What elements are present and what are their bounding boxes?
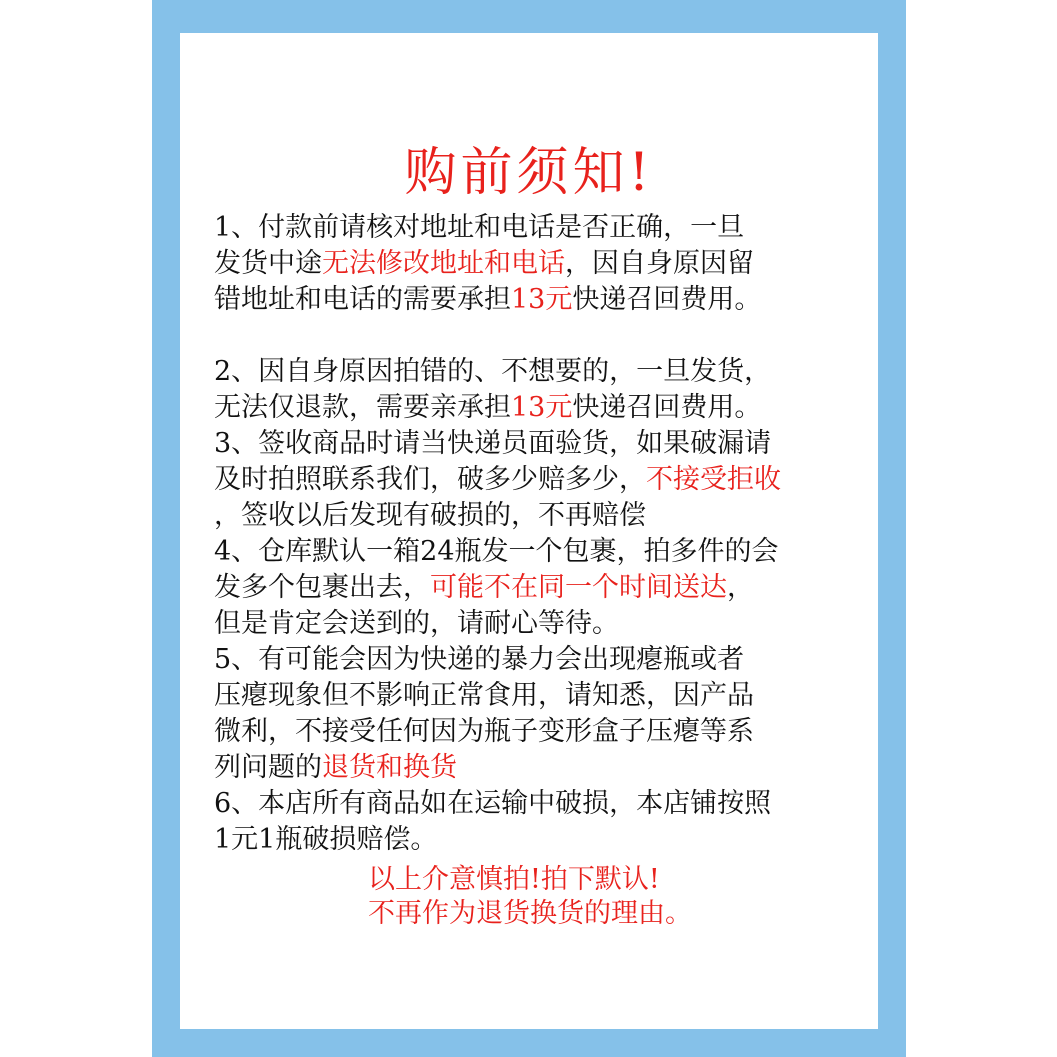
notice-body (214, 210, 864, 858)
item-2-line-1: 2、因自身原因拍错的、不想要的，一旦发货， (214, 356, 772, 387)
item-1-line-2: 发货中途无法修改地址和电话，因自身原因留 (214, 248, 754, 279)
item-5-line-2: 压瘪现象但不影响正常食用，请知悉，因产品 (214, 680, 754, 711)
paragraph-gap (214, 318, 864, 354)
highlight-text: 无法修改地址和电话 (322, 248, 565, 279)
highlight-text: 不接受拒收 (646, 464, 781, 495)
item-4-line-2: 发多个包裹出去，可能不在同一个时间送达， (214, 572, 754, 603)
footer-line-2: 不再作为退货换货的理由。 (368, 898, 692, 929)
item-5-line-3: 微利，不接受任何因为瓶子变形盒子压瘪等系 (214, 716, 754, 747)
notice-title: 购前须知! (404, 143, 654, 203)
highlight-text: 退货和换货 (322, 752, 457, 783)
notice-item-1 (214, 210, 864, 318)
highlight-text: 13元 (511, 284, 573, 315)
item-1-line-1: 1、付款前请核对地址和电话是否正确，一旦 (214, 212, 745, 243)
item-3-line-2: 及时拍照联系我们，破多少赔多少，不接受拒收 (214, 464, 781, 495)
notice-item-3 (214, 426, 864, 534)
item-4-line-1: 4、仓库默认一箱24瓶发一个包裹，拍多件的会 (214, 536, 779, 567)
highlight-text: 可能不在同一个时间送达 (430, 572, 727, 603)
notice-item-5 (214, 642, 864, 786)
notice-item-6 (214, 786, 864, 858)
footer-line-1: 以上介意慎拍!拍下默认! (368, 864, 660, 895)
blue-border-frame (152, 0, 906, 1057)
item-4-line-3: 但是肯定会送到的，请耐心等待。 (214, 608, 619, 639)
notice-sheet (180, 33, 878, 1029)
notice-footer (368, 863, 692, 931)
item-3-line-3: ，签收以后发现有破损的，不再赔偿 (214, 500, 646, 531)
item-6-line-1: 6、本店所有商品如在运输中破损，本店铺按照 (214, 788, 772, 819)
item-6-line-2: 1元1瓶破损赔偿。 (214, 824, 438, 855)
item-5-line-1: 5、有可能会因为快递的暴力会出现瘪瓶或者 (214, 644, 745, 675)
item-3-line-1: 3、签收商品时请当快递员面验货，如果破漏请 (214, 428, 772, 459)
item-5-line-4: 列问题的退货和换货 (214, 752, 457, 783)
highlight-text: 13元 (511, 392, 573, 423)
notice-item-4 (214, 534, 864, 642)
item-1-line-3: 错地址和电话的需要承担13元快递召回费用。 (214, 284, 762, 315)
item-2-line-2: 无法仅退款，需要亲承担13元快递召回费用。 (214, 392, 762, 423)
notice-item-2 (214, 354, 864, 426)
